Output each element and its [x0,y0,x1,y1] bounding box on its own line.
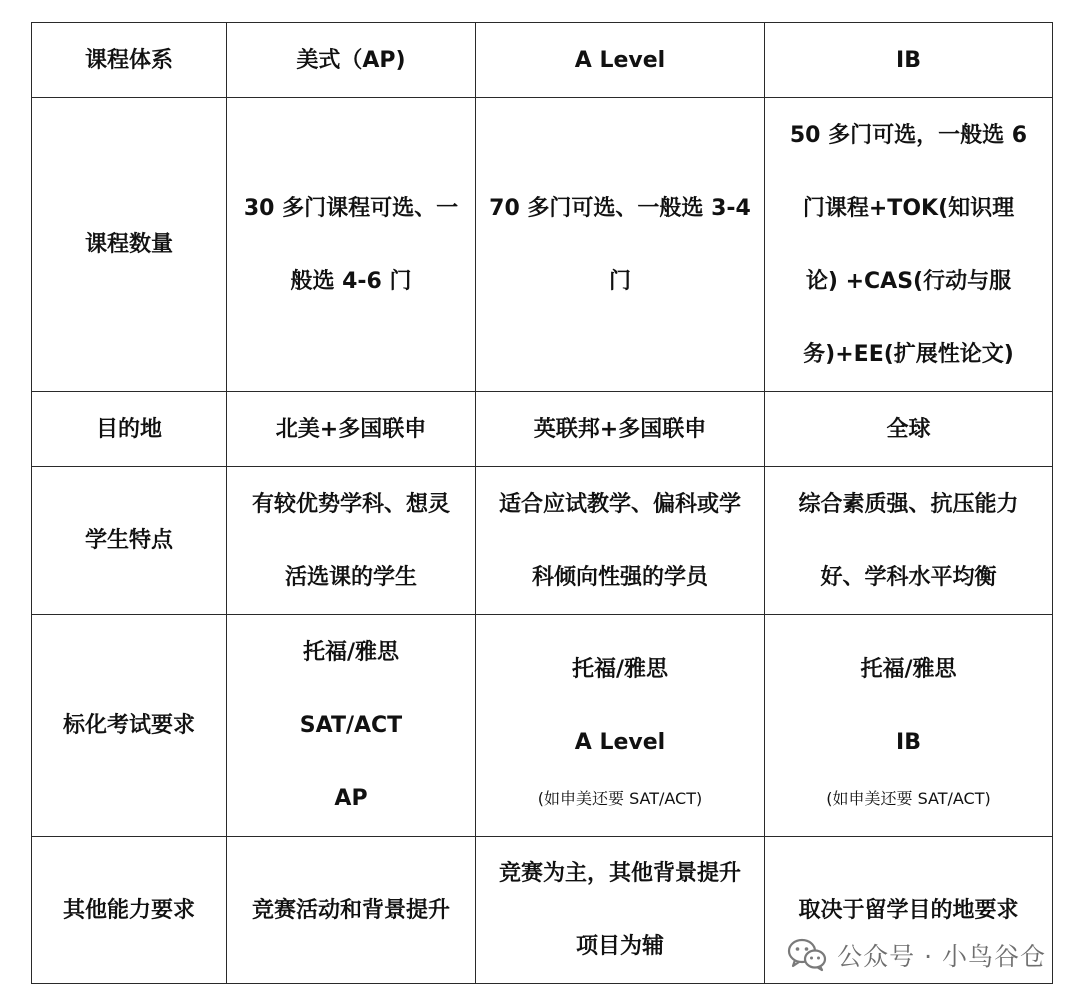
cell-line: SAT/ACT [299,713,403,738]
cell-line: 竞赛为主，其他背景提升 [498,861,741,886]
cell-ap-destination [227,392,476,467]
cell-line: 70 多门可选、一般选 3-4 [489,195,751,221]
cell-note: (如申美还要 SAT/ACT) [537,788,703,808]
cell-alevel-standardized-tests [476,615,765,837]
cell-line: 托福/雅思 [571,656,669,682]
cell-line: 科倾向性强的学员 [531,564,708,590]
cell-ib-course-count [765,98,1053,392]
table-row-student-traits [32,467,1053,615]
cell-ap-course-count [227,98,476,392]
cell-alevel-student-traits [476,467,765,615]
cell-line: 有较优势学科、想灵 [251,491,450,517]
cell-alevel-course-count [476,98,765,392]
cell-line: 好、学科水平均衡 [820,564,997,590]
cell-alevel-destination [476,392,765,467]
header-cell-ap: 美式（AP) [227,23,476,98]
row-label: 课程数量 [32,98,227,392]
cell-line: 般选 4-6 门 [290,268,412,294]
cell-note: (如申美还要 SAT/ACT) [826,788,991,808]
cell-ap-student-traits [227,467,476,615]
cell-line: 50 多门可选，一般选 6 [789,122,1028,148]
table-header-row [32,23,1053,98]
cell-ib-student-traits [765,467,1053,615]
cell-line: 活选课的学生 [284,564,417,590]
watermark [787,935,1046,975]
cell-ib-standardized-tests [765,615,1053,837]
cell-line: 门 [608,268,631,294]
cell-line: 托福/雅思 [860,656,957,682]
cell-line: 英联邦+多国联申 [533,416,707,442]
cell-line: 项目为辅 [575,934,664,959]
cell-line: AP [334,786,368,811]
row-label: 目的地 [32,392,227,467]
cell-line: 30 多门课程可选、一 [243,195,459,221]
cell-ap-standardized-tests [227,615,476,837]
table-row-standardized-tests [32,615,1053,837]
table-row-destination [32,392,1053,467]
cell-line: A Level [574,729,666,755]
wechat-icon [787,938,827,972]
row-label: 学生特点 [32,467,227,615]
watermark-text: 公众号 · 小鸟谷仓 [837,942,1046,971]
cell-line: 综合素质强、抗压能力 [798,491,1019,517]
cell-line: 取决于留学目的地要求 [798,897,1019,923]
cell-line: IB [896,729,921,755]
cell-line: 竞赛活动和背景提升 [251,897,450,923]
cell-line: 论) +CAS(行动与服 [805,268,1012,294]
cell-line: 北美+多国联申 [275,416,427,442]
cell-ib-destination [765,392,1053,467]
curriculum-comparison-table [31,22,1053,984]
row-label: 其他能力要求 [32,837,227,984]
cell-line: 务)+EE(扩展性论文) [803,341,1014,367]
header-cell-alevel: A Level [476,23,765,98]
cell-line: 全球 [886,416,931,442]
header-cell-ib: IB [765,23,1053,98]
header-cell-system: 课程体系 [32,23,227,98]
cell-ap-other-abilities [227,837,476,984]
table-row-course-count [32,98,1053,392]
cell-line: 门课程+TOK(知识理 [802,195,1015,221]
cell-line: 适合应试教学、偏科或学 [498,491,741,517]
row-label: 标化考试要求 [32,615,227,837]
cell-alevel-other-abilities [476,837,765,984]
cell-line: 托福/雅思 [302,640,400,665]
